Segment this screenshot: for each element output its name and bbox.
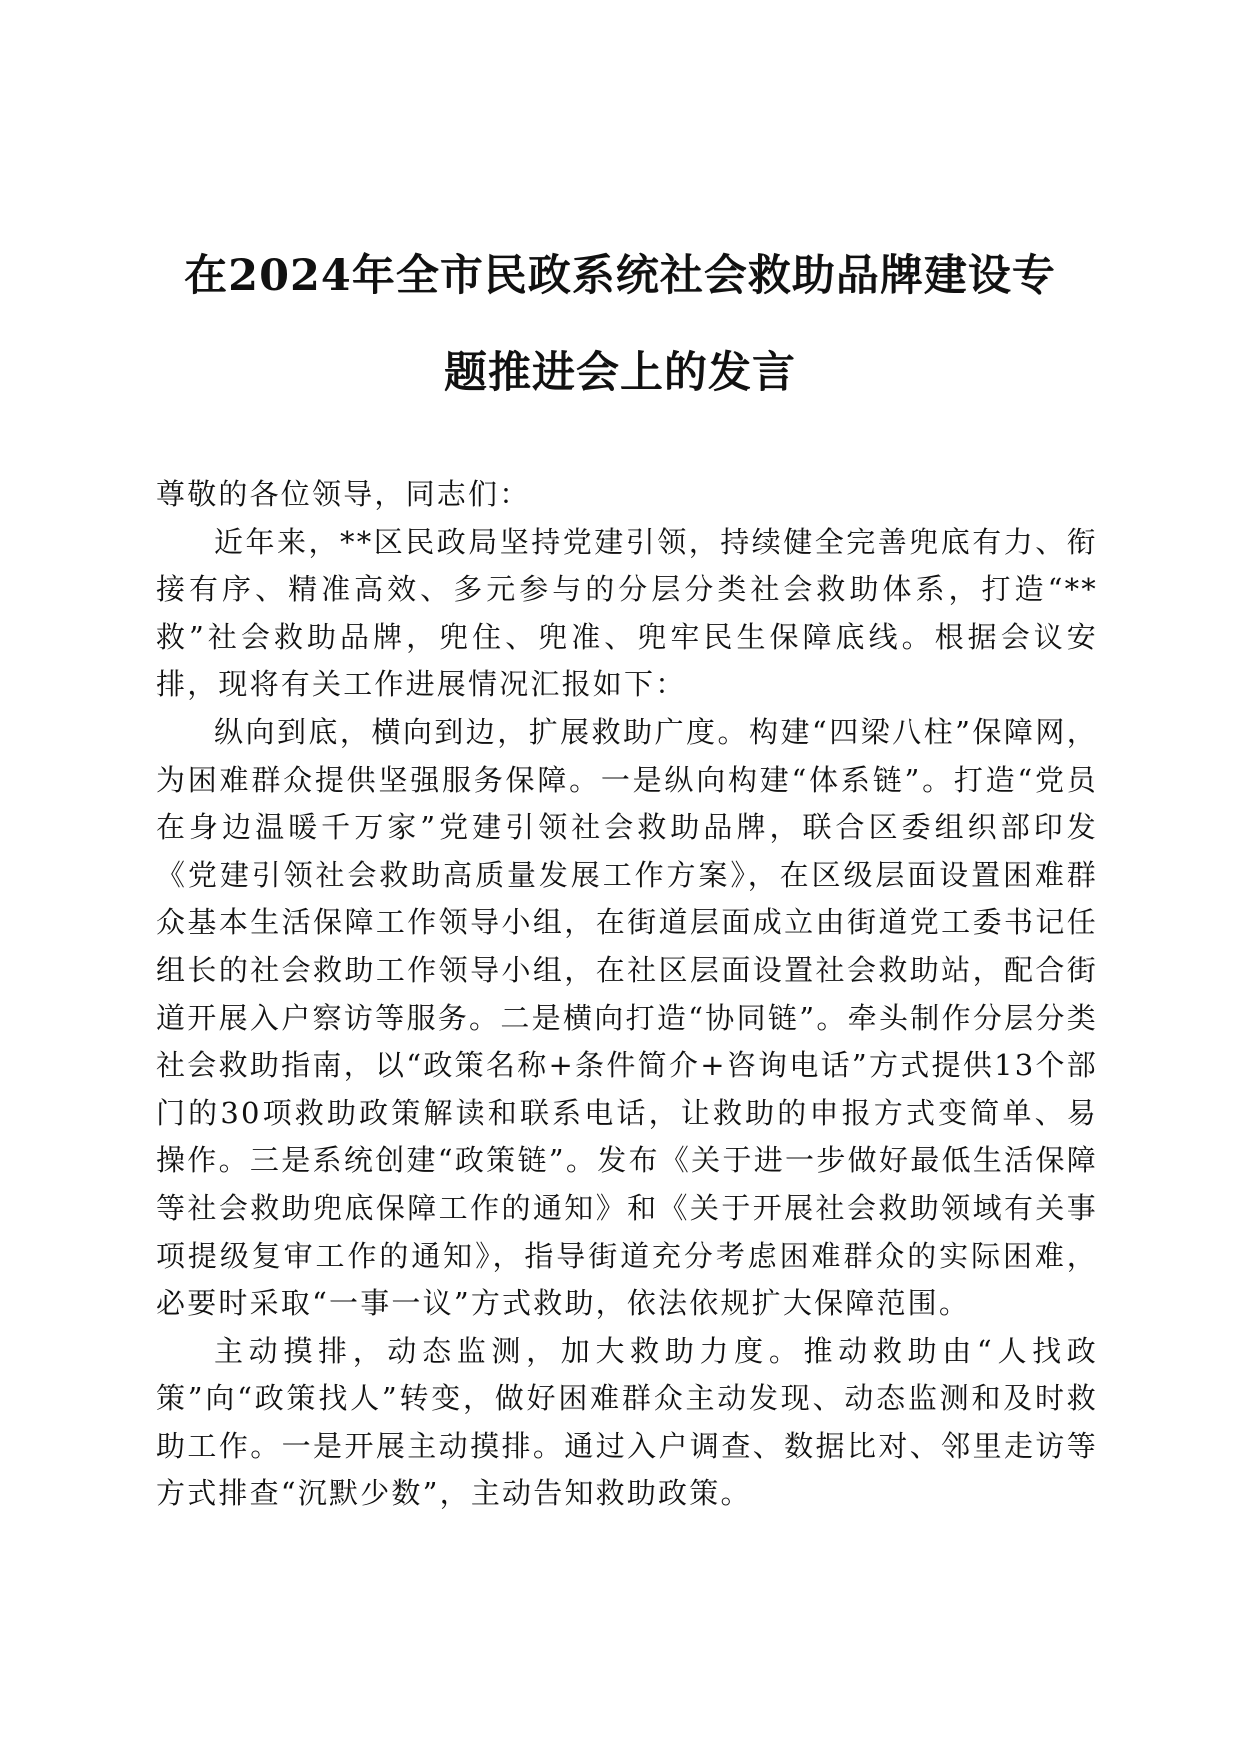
paragraph-section-1: 纵向到底，横向到边，扩展救助广度。构建“四梁八柱”保障网，为困难群众提供坚强服务保障。一是纵向构建“体系链”。打造“党员在身边温暖千万家”党建引领社会救助品牌，联合区委组织部印发《党建引领社会救助高质量发展工作方案》，在区级层面设置困难群众基本生活保障工作领导小组，在街道层面成立由街道党工委书记任组长的社会救助工作领导小组，在社区层面设置社会救助站，配合街道开展入户察访等服务。二是横向打造“协同链”。牵头制作分层分类社会救助指南，以“政策名称+条件简介+咨询电话”方式提供13个部门的30项救助政策解读和联系电话，让救助的申报方式变简单、易操作。三是系统创建“政策链”。发布《关于进一步做好最低生活保障等社会救助兜底保障工作的通知》和《关于开展社会救助领域有关事项提级复审工作的通知》，指导街道充分考虑困难群众的实际困难，必要时采取“一事一议”方式救助，依法依规扩大保障范围。	[156, 714, 1098, 1321]
title-line-2: 题推进会上的发言	[444, 348, 796, 398]
paragraph-section-2: 主动摸排，动态监测，加大救助力度。推动救助由“人找政策”向“政策找人”转变，做好困难群众主动发现、动态监测和及时救助工作。一是开展主动摸排。通过入户调查、数据比对、邻里走访等方式排查“沉默少数”，主动告知救助政策。	[156, 1333, 1098, 1511]
document-body	[156, 471, 1098, 1518]
salutation: 尊敬的各位领导，同志们：	[156, 477, 531, 511]
document-title	[120, 228, 1120, 422]
title-line-1: 在2024年全市民政系统社会救助品牌建设专	[184, 251, 1056, 301]
paragraph-intro: 近年来，**区民政局坚持党建引领，持续健全完善兜底有力、衔接有序、精准高效、多元参与的分层分类社会救助体系，打造“**救”社会救助品牌，兜住、兜准、兜牢民生保障底线。根据会议安排，现将有关工作进展情况汇报如下：	[156, 524, 1098, 702]
